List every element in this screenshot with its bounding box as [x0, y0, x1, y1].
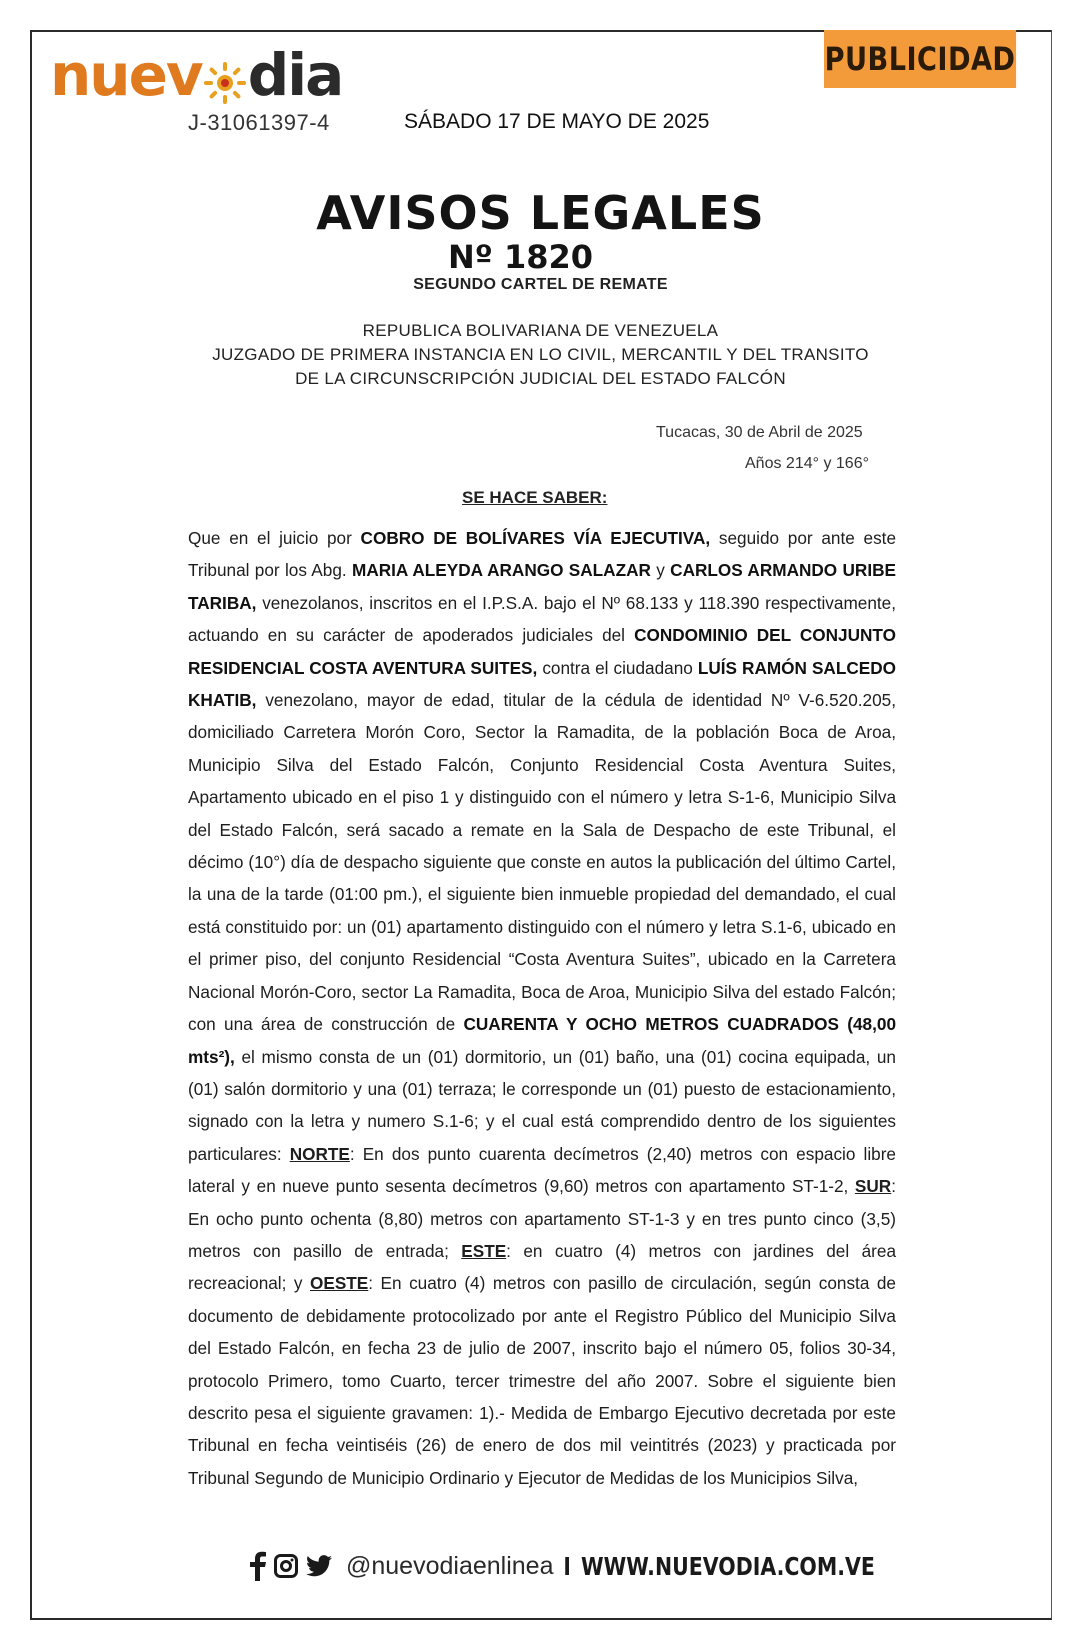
- facebook-icon[interactable]: [250, 1551, 266, 1581]
- court-line-2: JUZGADO DE PRIMERA INSTANCIA EN LO CIVIL, MERCANTIL Y DEL TRANSITO: [212, 345, 869, 364]
- logo-text-dia: dia: [247, 41, 343, 109]
- body-text: Que en el juicio por: [188, 528, 361, 548]
- page-title: AVISOS LEGALES: [316, 186, 765, 240]
- se-hace-saber-heading: SE HACE SABER:: [462, 488, 608, 507]
- nuevodia-logo: [50, 41, 343, 109]
- body-underline: SUR: [854, 1176, 892, 1197]
- body-text: : En cuatro (4) metros con pasillo de circulación, según consta de documento de debidamente protocolizado por ante el Registro Público del Municipio Silva del Estado Falcón, en fecha 23 de julio de 2007, inscrito bajo el número 05, folios 30-34, protocolo Primero, tomo Cuarto, tercer trimestre del año 2007. Sobre el siguiente bien descrito pesa el siguiente gravamen: 1).- Medida de Embargo Ejecutivo decretada por este Tribunal en fecha veintiséis (26) de enero de dos mil veintitrés (2023) y practicada por Tribunal Segundo de Municipio Ordinario y Ejecutor de Medidas de los Municipios Silva,: [188, 1273, 896, 1488]
- twitter-icon[interactable]: [306, 1555, 332, 1577]
- sun-logo-icon: [203, 56, 247, 100]
- footer: [250, 1548, 939, 1584]
- rif-number: J-31061397-4: [188, 110, 330, 135]
- footer-separator: I: [563, 1550, 571, 1581]
- body-bold: CONDOMINIO DEL CONJUNTO RESIDENCIAL COSTA AVENTURA SUITES,: [188, 625, 896, 678]
- body-text: contra el ciudadano: [537, 657, 698, 678]
- body-bold: CUARENTA Y OCHO METROS CUADRADOS (48,00 mts²),: [188, 1014, 896, 1067]
- court-line-3: DE LA CIRCUNSCRIPCIÓN JUDICIAL DEL ESTADO FALCÓN: [295, 369, 786, 388]
- body-text: : En dos punto cuarenta decímetros (2,40) metros con espacio libre lateral y en nueve punto sesenta decímetros (9,60) metros con apartamento ST-1-2,: [188, 1143, 896, 1197]
- body-text: venezolano, mayor de edad, titular de la cédula de identidad Nº V-6.520.205, domiciliado Carretera Morón Coro, Sector la Ramadita, de la población Boca de Aroa, Municipio Silva del Estado Falcón, Conjunto Residencial Costa Aventura Suites, Apartamento ubicado en el piso 1 y distinguido con el número y letra S-1-6, Municipio Silva del Estado Falcón, será sacado a remate en la Sala de Despacho de este Tribunal, el décimo (10°) día de despacho siguiente que conste en autos la publicación del último Cartel, la una de la tarde (01:00 pm.), el siguiente bien inmueble propiedad del demandado, el cual está constituido por: un (01) apartamento distinguido con el número y letra S.1-6, ubicado en el primer piso, del conjunto Residencial “Costa Aventura Suites”, ubicado en la Carretera Nacional Morón-Coro, sector La Ramadita, Boca de Aroa, Municipio Silva del estado Falcón; con una área de construcción de: [188, 690, 896, 1035]
- notice-subtitle: SEGUNDO CARTEL DE REMATE: [413, 276, 668, 293]
- body-bold: CARLOS ARMANDO URIBE TARIBA,: [188, 560, 896, 613]
- body-bold: MARIA ALEYDA ARANGO SALAZAR: [352, 560, 651, 581]
- court-line-1: REPUBLICA BOLIVARIANA DE VENEZUELA: [362, 321, 719, 340]
- social-handle[interactable]: @nuevodiaenlinea: [346, 1551, 554, 1580]
- place-date: Tucacas, 30 de Abril de 2025: [656, 424, 863, 441]
- body-text: venezolanos, inscritos en el I.P.S.A. bajo el Nº 68.133 y 118.390 respectivamente, actuando en su carácter de apoderados judiciales del: [188, 592, 896, 646]
- logo-text-nueva: nuev: [50, 41, 202, 109]
- body-bold: COBRO DE BOLÍVARES VÍA EJECUTIVA,: [360, 528, 711, 548]
- publicidad-badge: PUBLICIDAD: [824, 30, 1016, 88]
- body-text: seguido por ante este Tribunal por los Abg.: [188, 528, 897, 581]
- notice-body: [188, 522, 896, 1494]
- body-text: : En ocho punto ochenta (8,80) metros con apartamento ST-1-3 y en tres punto cinco (3,5) metros con pasillo de entrada;: [188, 1176, 896, 1261]
- notice-number: Nº 1820: [448, 238, 594, 276]
- body-underline: OESTE: [310, 1273, 369, 1294]
- body-text: y: [650, 560, 671, 581]
- body-underline: NORTE: [289, 1143, 350, 1164]
- body-text: : en cuatro (4) metros con jardines del área recreacional; y: [188, 1240, 896, 1294]
- years: Años 214° y 166°: [745, 455, 869, 472]
- body-text: el mismo consta de un (01) dormitorio, un (01) baño, una (01) cocina equipada, un (01) salón dormitorio y una (01) terraza; le corresponde un (01) puesto de estacionamiento, signado con la letra y numero S.1-6; y el cual está comprendido dentro de los siguientes particulares:: [188, 1046, 896, 1164]
- instagram-icon[interactable]: [274, 1554, 298, 1578]
- body-underline: ESTE: [461, 1240, 507, 1261]
- publication-date: SÁBADO 17 DE MAYO DE 2025: [404, 110, 710, 133]
- website-link[interactable]: WWW.NUEVODIA.COM.VE: [580, 1551, 875, 1581]
- body-bold: LUÍS RAMÓN SALCEDO KHATIB,: [188, 657, 897, 711]
